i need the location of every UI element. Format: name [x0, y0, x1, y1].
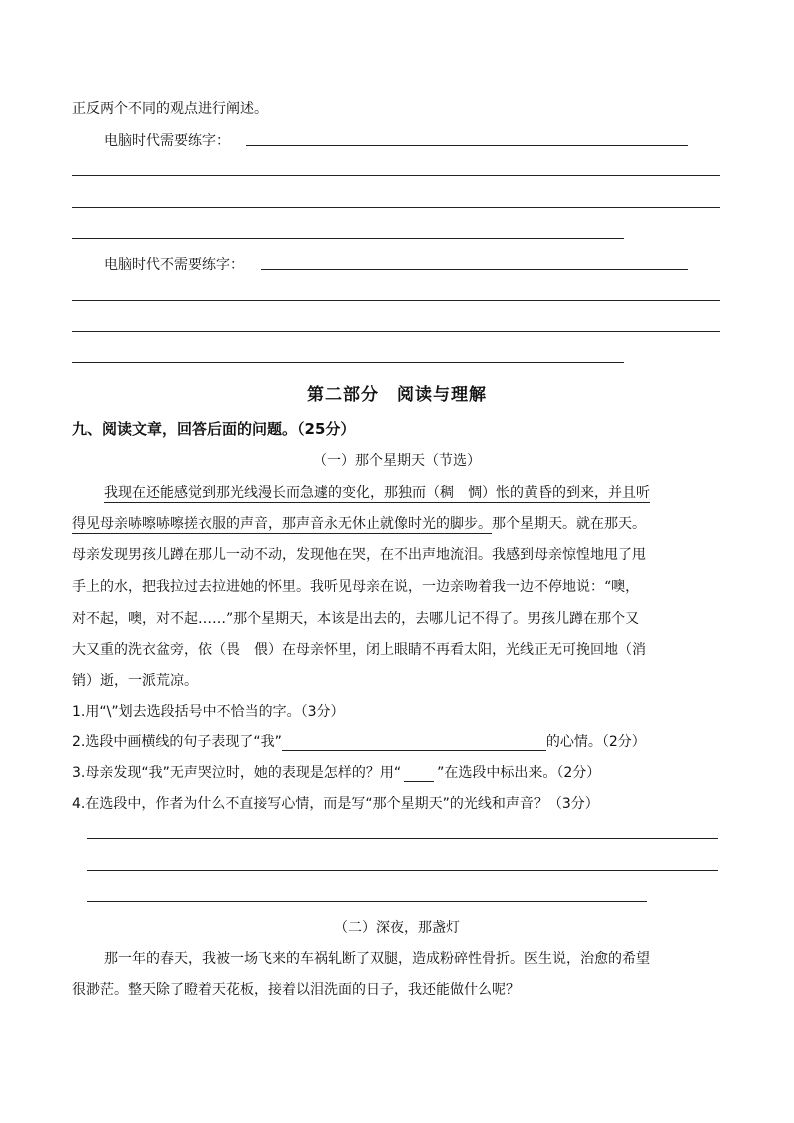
answer-line[interactable] — [72, 207, 720, 208]
answer-line[interactable] — [72, 300, 720, 301]
passage-two-line: 很渺茫。整天除了瞪着天花板，接着以泪洗面的日子，我还能做什么呢？ — [72, 982, 520, 998]
q2-text: 2.选段中画横线的句子表现了“我” — [72, 734, 282, 750]
sub-question-3 — [72, 762, 600, 782]
answer-line[interactable] — [72, 238, 624, 239]
passage-one-line: 母亲发现男孩儿蹲在那儿一动不动，发现他在哭，在不出声地流泪。我感到母亲惊惶地甩了甩 — [72, 547, 646, 563]
section-title: 第二部分 阅读与理解 — [307, 385, 487, 405]
passage-one-title: （一）那个星期天（节选） — [313, 453, 481, 469]
passage-two-line: 那一年的春天，我被一场飞来的车祸轧断了双腿，造成粉碎性骨折。医生说，治愈的希望 — [104, 951, 650, 967]
passage-one-line — [104, 482, 650, 502]
q3-text: ”在选段中标出来。（2分） — [437, 765, 601, 781]
passage-one-line: 手上的水，把我拉过去拉进她的怀里。我听见母亲在说，一边亲吻着我一边不停地说：“噢， — [72, 579, 640, 595]
answer-line[interactable] — [72, 362, 624, 363]
underlined-sentence: 得见母亲哧嚓哧嚓搓衣服的声音，那声音永无休止就像时光的脚步。 — [72, 516, 492, 532]
passage-two-title: （二）深夜，那盏灯 — [334, 920, 460, 936]
passage-one-line: 销）逝，一派荒凉。 — [72, 673, 198, 689]
answer-line[interactable] — [72, 175, 720, 176]
answer-line[interactable] — [72, 331, 720, 332]
sub-question-1: 1.用“\”划去选段括号中不恰当的字。（3分） — [72, 704, 345, 720]
passage-text: 那个星期天。就在那天。 — [492, 516, 646, 532]
answer-line[interactable] — [87, 870, 718, 871]
sub-question-2 — [72, 731, 646, 751]
question-heading: 九、阅读文章，回答后面的问题。（25分） — [72, 420, 356, 438]
q2-text: 的心情。（2分） — [545, 734, 646, 750]
con-label: 电脑时代不需要练字： — [104, 257, 244, 273]
pro-label: 电脑时代需要练字： — [104, 133, 230, 149]
passage-one-line — [72, 513, 646, 533]
writing-intro: 正反两个不同的观点进行阐述。 — [72, 101, 268, 117]
passage-one-line: 大又重的洗衣盆旁，依（畏 偎）在母亲怀里，闭上眼睛不再看太阳，光线正无可挽回地（消 — [72, 642, 646, 658]
answer-line[interactable] — [246, 145, 688, 146]
underlined-sentence: 我现在还能感觉到那光线漫长而急遽的变化，那独而（稠 惆）怅的黄昏的到来，并且听 — [104, 485, 650, 501]
answer-line[interactable] — [87, 838, 718, 839]
q3-text: 3.母亲发现“我”无声哭泣时，她的表现是怎样的？用“ — [72, 765, 402, 781]
sub-question-4: 4.在选段中，作者为什么不直接写心情，而是写“那个星期天”的光线和声音？（3分） — [72, 796, 599, 812]
answer-line[interactable] — [87, 901, 647, 902]
wavy-line-sample — [404, 765, 434, 782]
answer-blank[interactable] — [282, 734, 546, 751]
answer-line[interactable] — [261, 269, 688, 270]
passage-one-line: 对不起，噢，对不起……”那个星期天，本该是出去的，去哪儿记不得了。男孩儿蹲在那个又 — [72, 611, 640, 627]
